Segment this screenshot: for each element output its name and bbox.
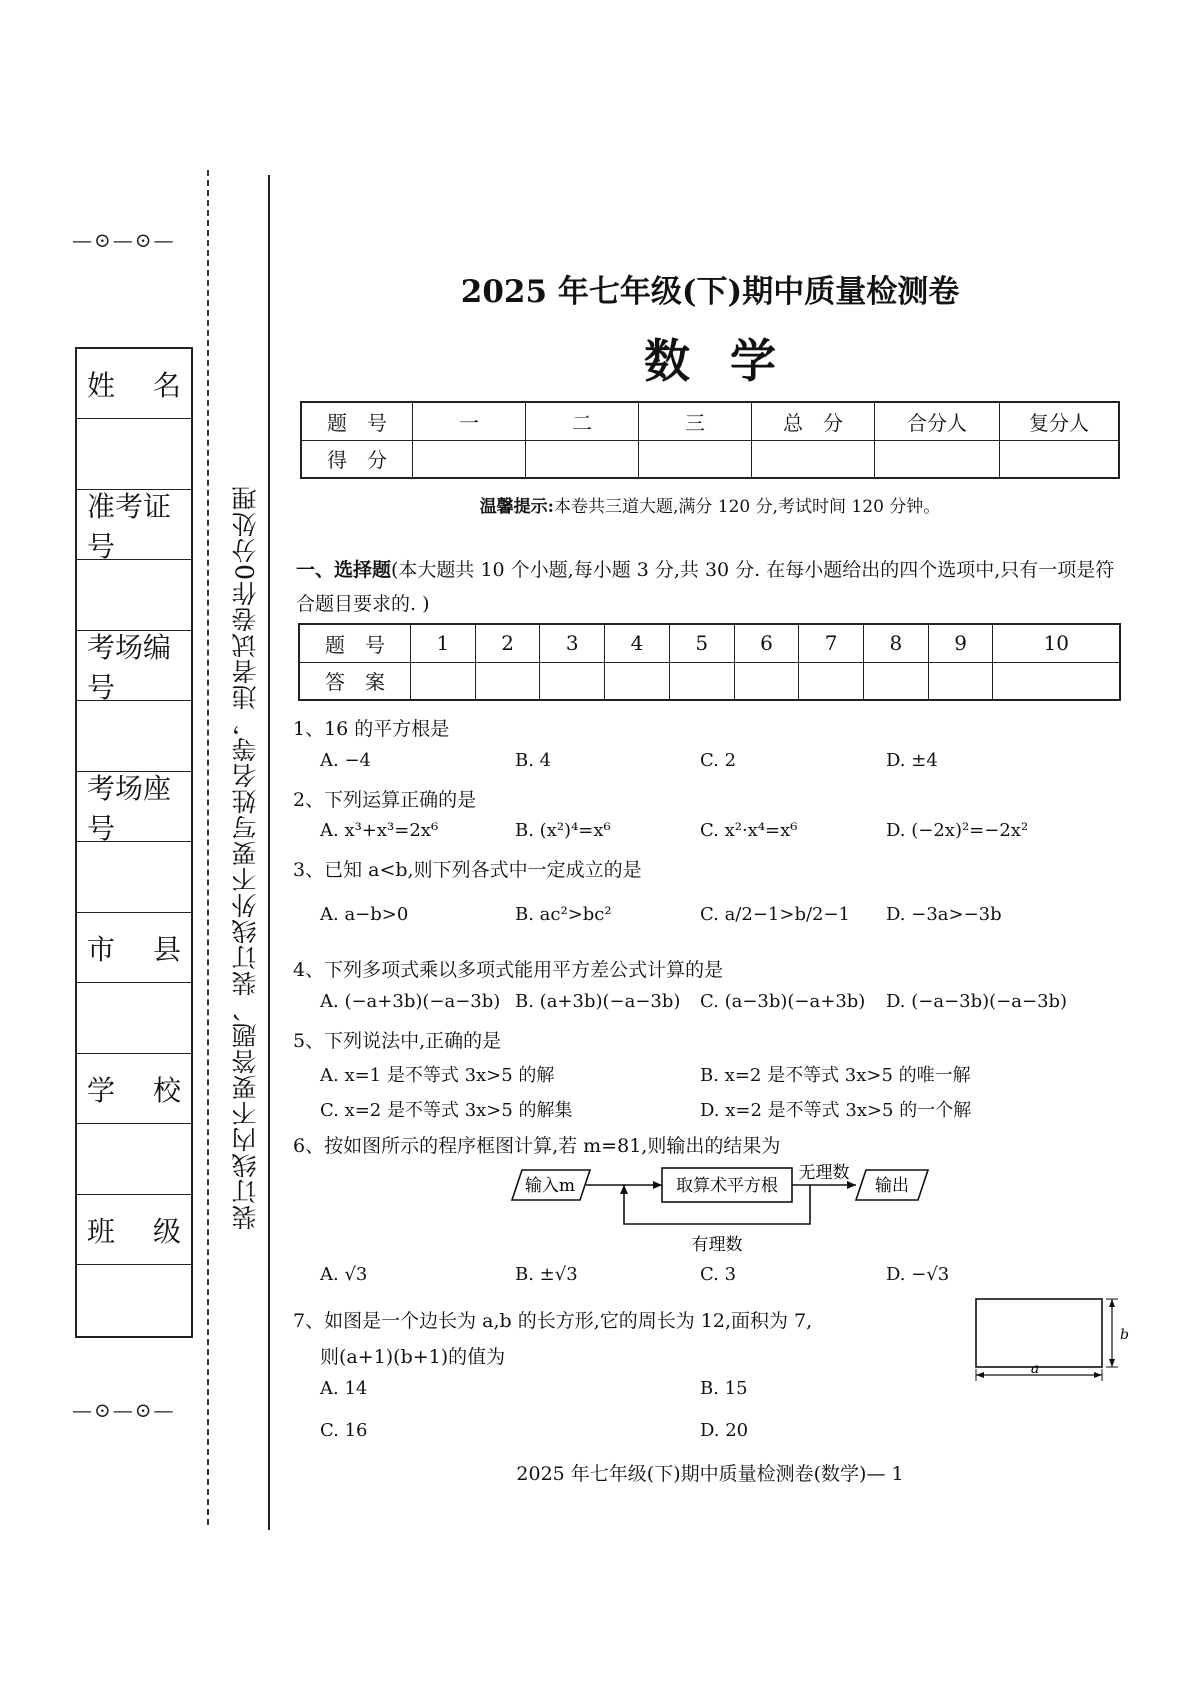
flowchart-irrational-label: 无理数 [798, 1163, 850, 1183]
question-1-option-a: A. −4 [320, 750, 371, 771]
rectangle-shape [976, 1299, 1102, 1367]
question-7-stem: 7、如图是一个边长为 a,b 的长方形,它的周长为 12,面积为 7, [293, 1310, 813, 1332]
score-blank-cell [526, 440, 639, 478]
question-7-option-a: A. 14 [320, 1378, 368, 1399]
question-1-option-c: C. 2 [700, 750, 737, 771]
question-5-stem: 5、下列说法中,正确的是 [293, 1030, 502, 1052]
question-3-option-a: A. a−b>0 [320, 904, 409, 925]
score-row-label: 得 分 [301, 440, 413, 478]
answer-question-number: 9 [928, 624, 993, 662]
margin-solid-line [268, 175, 270, 1530]
warm-tip-label: 温馨提示: [479, 497, 554, 517]
answer-blank-cell [605, 662, 670, 700]
page-footer: 2025 年七年级(下)期中质量检测卷(数学)— 1 [516, 1463, 904, 1485]
score-header-cell: 总 分 [752, 402, 875, 440]
city-county-label-cell: 市 县 [77, 913, 191, 983]
rectangle-side-b-label: b [1120, 1327, 1129, 1343]
flowchart-process-label: 取算术平方根 [676, 1176, 778, 1196]
question-3-stem: 3、已知 a<b,则下列各式中一定成立的是 [293, 859, 642, 881]
section-1-heading: 一、选择题 [296, 559, 392, 581]
answer-row-label: 答 案 [299, 662, 411, 700]
section-1-intro [296, 553, 1126, 621]
exam-id-label-cell: 准考证号 [77, 490, 191, 560]
name-blank-cell [77, 419, 191, 490]
seal-mark-bottom: —⊙—⊙— [72, 1398, 176, 1422]
flowchart-rational-label: 有理数 [691, 1235, 743, 1255]
question-5-option-a: A. x=1 是不等式 3x>5 的解 [320, 1065, 555, 1086]
question-5-option-b: B. x=2 是不等式 3x>5 的唯一解 [700, 1065, 971, 1086]
answer-question-number: 8 [864, 624, 929, 662]
question-4-stem: 4、下列多项式乘以多项式能用平方差公式计算的是 [293, 959, 724, 981]
seat-number-label-cell: 考场座号 [77, 772, 191, 842]
question-7-option-d: D. 20 [700, 1420, 749, 1441]
name-label-cell: 姓 名 [77, 349, 191, 419]
question-2-option-b: B. (x²)⁴=x⁶ [515, 820, 611, 841]
question-6-stem: 6、按如图所示的程序框图计算,若 m=81,则输出的结果为 [293, 1135, 781, 1157]
seal-mark-top: —⊙—⊙— [72, 228, 176, 252]
answer-blank-cell [475, 662, 540, 700]
score-header-cell: 复分人 [1000, 402, 1120, 440]
binding-notice: 装订线内不要答题、装订线外不要写姓名等，违者试卷作0分处理 [231, 485, 260, 1230]
answer-blank-cell [540, 662, 605, 700]
score-blank-cell [875, 440, 1000, 478]
question-7-option-c: C. 16 [320, 1420, 368, 1441]
warm-tip [300, 492, 1120, 517]
flowchart-diagram [510, 1162, 930, 1258]
school-label-cell: 学 校 [77, 1054, 191, 1124]
question-6-option-b: B. ±√3 [515, 1264, 578, 1285]
room-number-label-cell: 考场编号 [77, 631, 191, 701]
subject-title: 数学 [644, 334, 816, 388]
question-2-option-c: C. x²·x⁴=x⁶ [700, 820, 798, 841]
answer-blank-cell [799, 662, 864, 700]
student-info-box [75, 347, 193, 1338]
score-blank-cell [639, 440, 752, 478]
city-county-blank-cell [77, 983, 191, 1054]
question-6-option-a: A. √3 [320, 1264, 368, 1285]
answer-header-label: 题 号 [299, 624, 411, 662]
class-label-cell: 班 级 [77, 1195, 191, 1265]
answer-blank-cell [669, 662, 734, 700]
question-3-option-d: D. −3a>−3b [886, 904, 1002, 925]
answer-question-number: 5 [669, 624, 734, 662]
question-2-option-a: A. x³+x³=2x⁶ [320, 820, 439, 841]
question-6-option-d: D. −√3 [886, 1264, 950, 1285]
score-blank-cell [413, 440, 526, 478]
flowchart-input-label: 输入m [524, 1176, 576, 1196]
room-number-blank-cell [77, 701, 191, 772]
exam-id-blank-cell [77, 560, 191, 631]
question-4-option-b: B. (a+3b)(−a−3b) [515, 991, 681, 1012]
score-blank-cell [1000, 440, 1120, 478]
answer-question-number: 2 [475, 624, 540, 662]
question-2-option-d: D. (−2x)²=−2x² [886, 820, 1029, 841]
question-3-option-b: B. ac²>bc² [515, 904, 612, 925]
question-2-stem: 2、下列运算正确的是 [293, 789, 477, 811]
answer-blank-cell [993, 662, 1120, 700]
flowchart-output-label: 输出 [875, 1176, 909, 1196]
question-7-option-b: B. 15 [700, 1378, 748, 1399]
answer-table [298, 623, 1121, 701]
rectangle-side-a-label: a [1030, 1361, 1040, 1377]
question-4-option-d: D. (−a−3b)(−a−3b) [886, 991, 1068, 1012]
score-table [300, 401, 1120, 479]
answer-question-number: 1 [411, 624, 476, 662]
warm-tip-text: 本卷共三道大题,满分 120 分,考试时间 120 分钟。 [553, 497, 941, 517]
score-header-cell: 合分人 [875, 402, 1000, 440]
answer-question-number: 6 [734, 624, 799, 662]
exam-title: 2025 年七年级(下)期中质量检测卷 [460, 274, 960, 310]
answer-blank-cell [734, 662, 799, 700]
question-1-option-d: D. ±4 [886, 750, 938, 771]
score-header-cell: 题 号 [301, 402, 413, 440]
answer-blank-cell [928, 662, 993, 700]
question-4-option-a: A. (−a+3b)(−a−3b) [320, 991, 501, 1012]
question-6-option-c: C. 3 [700, 1264, 737, 1285]
rectangle-figure [972, 1295, 1132, 1387]
question-1-option-b: B. 4 [515, 750, 552, 771]
question-5-option-d: D. x=2 是不等式 3x>5 的一个解 [700, 1100, 972, 1121]
answer-blank-cell [864, 662, 929, 700]
answer-question-number: 10 [993, 624, 1120, 662]
answer-blank-cell [411, 662, 476, 700]
seat-number-blank-cell [77, 842, 191, 913]
section-1-desc: (本大题共 10 个小题,每小题 3 分,共 30 分. 在每小题给出的四个选项中,只有一项是符合题目要求的. ) [296, 559, 1115, 615]
score-header-cell: 二 [526, 402, 639, 440]
question-7-stem-line2: 则(a+1)(b+1)的值为 [320, 1346, 506, 1368]
answer-question-number: 4 [605, 624, 670, 662]
answer-question-number: 3 [540, 624, 605, 662]
score-header-cell: 三 [639, 402, 752, 440]
question-5-option-c: C. x=2 是不等式 3x>5 的解集 [320, 1100, 573, 1121]
question-4-option-c: C. (a−3b)(−a+3b) [700, 991, 866, 1012]
class-blank-cell [77, 1265, 191, 1336]
question-1-stem: 1、16 的平方根是 [293, 718, 450, 740]
score-header-cell: 一 [413, 402, 526, 440]
answer-question-number: 7 [799, 624, 864, 662]
school-blank-cell [77, 1124, 191, 1195]
score-blank-cell [752, 440, 875, 478]
binding-dashed-line [207, 170, 209, 1525]
question-3-option-c: C. a/2−1>b/2−1 [700, 904, 851, 925]
